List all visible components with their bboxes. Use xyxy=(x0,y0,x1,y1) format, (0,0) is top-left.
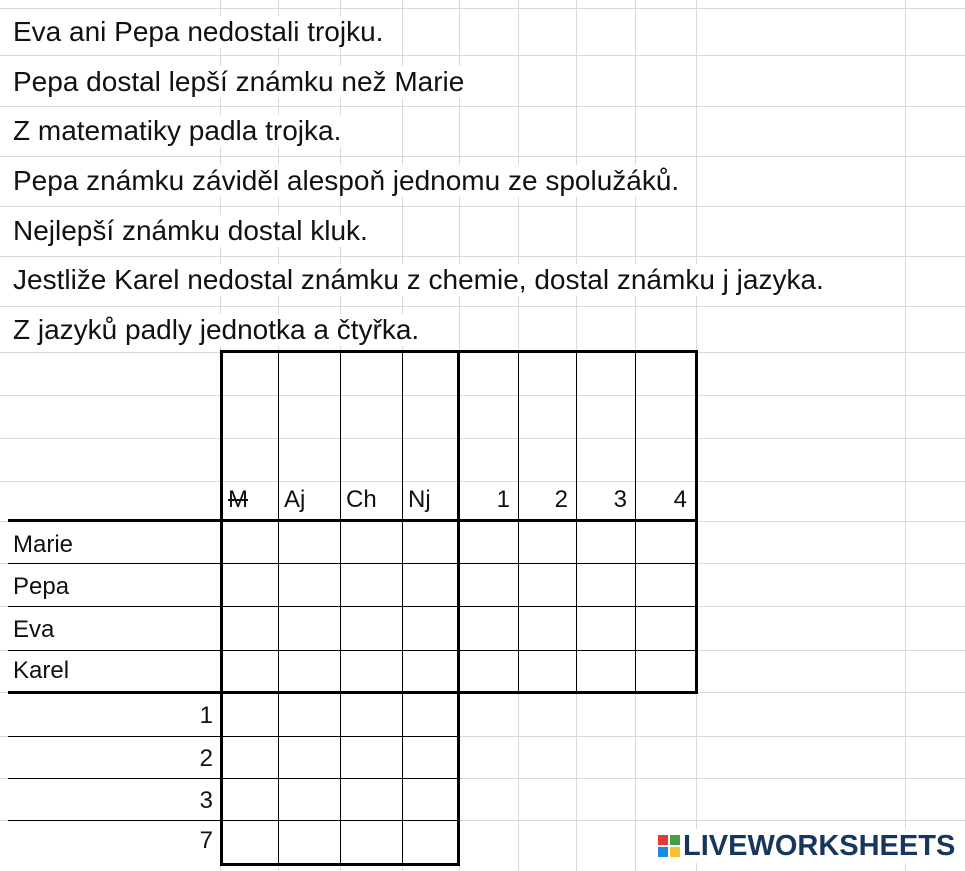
answer-cell[interactable] xyxy=(636,564,694,606)
answer-cell[interactable] xyxy=(223,821,278,863)
row-label-num-3: 3 xyxy=(199,787,213,814)
answer-cell[interactable] xyxy=(279,607,340,650)
answer-cell[interactable] xyxy=(223,607,278,650)
col-header-nj: Nj xyxy=(408,486,431,513)
grid-border-line xyxy=(8,650,698,651)
answer-cell[interactable] xyxy=(519,607,576,650)
row-label-marie: Marie xyxy=(13,531,74,558)
gridline-horizontal xyxy=(0,395,965,396)
answer-cell[interactable] xyxy=(403,779,459,820)
clue-2: Pepa dostal lepší známku než Marie xyxy=(13,66,465,97)
grid-border-line xyxy=(8,820,460,821)
row-label-num-1: 1 xyxy=(199,702,213,729)
answer-cell[interactable] xyxy=(279,522,340,563)
grid-border-line xyxy=(635,352,636,692)
col-header-3: 3 xyxy=(613,486,627,513)
answer-cell[interactable] xyxy=(403,607,459,650)
answer-cell[interactable] xyxy=(636,607,694,650)
clue-3: Z matematiky padla trojka. xyxy=(13,115,342,146)
gridline-vertical xyxy=(905,0,906,871)
answer-cell[interactable] xyxy=(403,522,459,563)
answer-cell[interactable] xyxy=(460,564,518,606)
answer-cell[interactable] xyxy=(403,694,459,736)
col-header-aj: Aj xyxy=(284,486,306,513)
answer-cell[interactable] xyxy=(223,779,278,820)
gridline-horizontal xyxy=(0,156,965,157)
row-label-eva: Eva xyxy=(13,616,55,643)
answer-cell[interactable] xyxy=(341,694,402,736)
col-header-4: 4 xyxy=(673,486,687,513)
logo-text: LIVEWORKSHEETS xyxy=(683,829,956,862)
gridline-horizontal xyxy=(0,306,965,307)
grid-border-line xyxy=(8,563,698,564)
grid-border-line xyxy=(457,350,460,865)
answer-cell[interactable] xyxy=(341,779,402,820)
col-header-m: M xyxy=(228,486,248,513)
answer-cell[interactable] xyxy=(403,821,459,863)
answer-cell[interactable] xyxy=(223,522,278,563)
gridline-horizontal xyxy=(0,106,965,107)
answer-cell[interactable] xyxy=(403,651,459,691)
answer-cell[interactable] xyxy=(223,651,278,691)
clue-7: Z jazyků padly jednotka a čtyřka. xyxy=(13,314,420,345)
answer-cell[interactable] xyxy=(341,821,402,863)
answer-cell[interactable] xyxy=(223,737,278,778)
grid-border-line xyxy=(340,352,341,864)
grid-border-line xyxy=(220,350,698,353)
clue-4: Pepa známku záviděl alespoň jednomu ze spolužáků. xyxy=(13,165,680,196)
grid-border-line xyxy=(220,350,223,865)
grid-border-line xyxy=(8,778,460,779)
answer-cell[interactable] xyxy=(636,522,694,563)
gridline-horizontal xyxy=(0,481,965,482)
clue-5: Nejlepší známku dostal kluk. xyxy=(13,215,368,246)
row-label-num-7: 7 xyxy=(199,827,213,854)
answer-cell[interactable] xyxy=(341,564,402,606)
clue-6: Jestliže Karel nedostal známku z chemie, dostal známku j jazyka. xyxy=(13,264,824,295)
answer-cell[interactable] xyxy=(403,564,459,606)
grid-border-line xyxy=(8,736,460,737)
answer-cell[interactable] xyxy=(519,522,576,563)
grid-border-line xyxy=(8,691,698,694)
col-header-ch: Ch xyxy=(346,486,377,513)
grid-border-line xyxy=(278,352,279,864)
answer-cell[interactable] xyxy=(577,651,635,691)
answer-cell[interactable] xyxy=(279,564,340,606)
answer-cell[interactable] xyxy=(403,737,459,778)
answer-cell[interactable] xyxy=(341,651,402,691)
gridline-horizontal xyxy=(0,206,965,207)
answer-cell[interactable] xyxy=(460,607,518,650)
row-label-karel: Karel xyxy=(13,657,70,684)
col-header-1: 1 xyxy=(496,486,510,513)
gridline-horizontal xyxy=(0,438,965,439)
answer-cell[interactable] xyxy=(279,694,340,736)
grid-border-line xyxy=(8,519,698,522)
answer-cell[interactable] xyxy=(223,694,278,736)
answer-cell[interactable] xyxy=(636,651,694,691)
answer-cell[interactable] xyxy=(577,522,635,563)
grid-border-line xyxy=(402,352,403,864)
answer-cell[interactable] xyxy=(519,651,576,691)
answer-cell[interactable] xyxy=(460,522,518,563)
answer-cell[interactable] xyxy=(341,737,402,778)
grid-border-line xyxy=(518,352,519,692)
answer-cell[interactable] xyxy=(279,737,340,778)
gridline-horizontal xyxy=(0,8,965,9)
row-label-num-2: 2 xyxy=(199,745,213,772)
row-label-pepa: Pepa xyxy=(13,573,70,600)
clue-1: Eva ani Pepa nedostali trojku. xyxy=(13,16,384,47)
answer-cell[interactable] xyxy=(519,564,576,606)
grid-border-line xyxy=(576,352,577,692)
grid-border-line xyxy=(8,606,698,607)
answer-cell[interactable] xyxy=(577,564,635,606)
gridline-horizontal xyxy=(0,256,965,257)
answer-cell[interactable] xyxy=(577,607,635,650)
liveworksheets-logo xyxy=(658,829,955,863)
logo-icon xyxy=(658,835,680,857)
answer-cell[interactable] xyxy=(341,522,402,563)
answer-cell[interactable] xyxy=(279,821,340,863)
col-header-2: 2 xyxy=(554,486,568,513)
grid-border-line xyxy=(695,350,698,694)
answer-cell[interactable] xyxy=(460,651,518,691)
answer-cell[interactable] xyxy=(223,564,278,606)
answer-cell[interactable] xyxy=(341,607,402,650)
answer-cell[interactable] xyxy=(279,779,340,820)
gridline-horizontal xyxy=(0,55,965,56)
answer-cell[interactable] xyxy=(279,651,340,691)
